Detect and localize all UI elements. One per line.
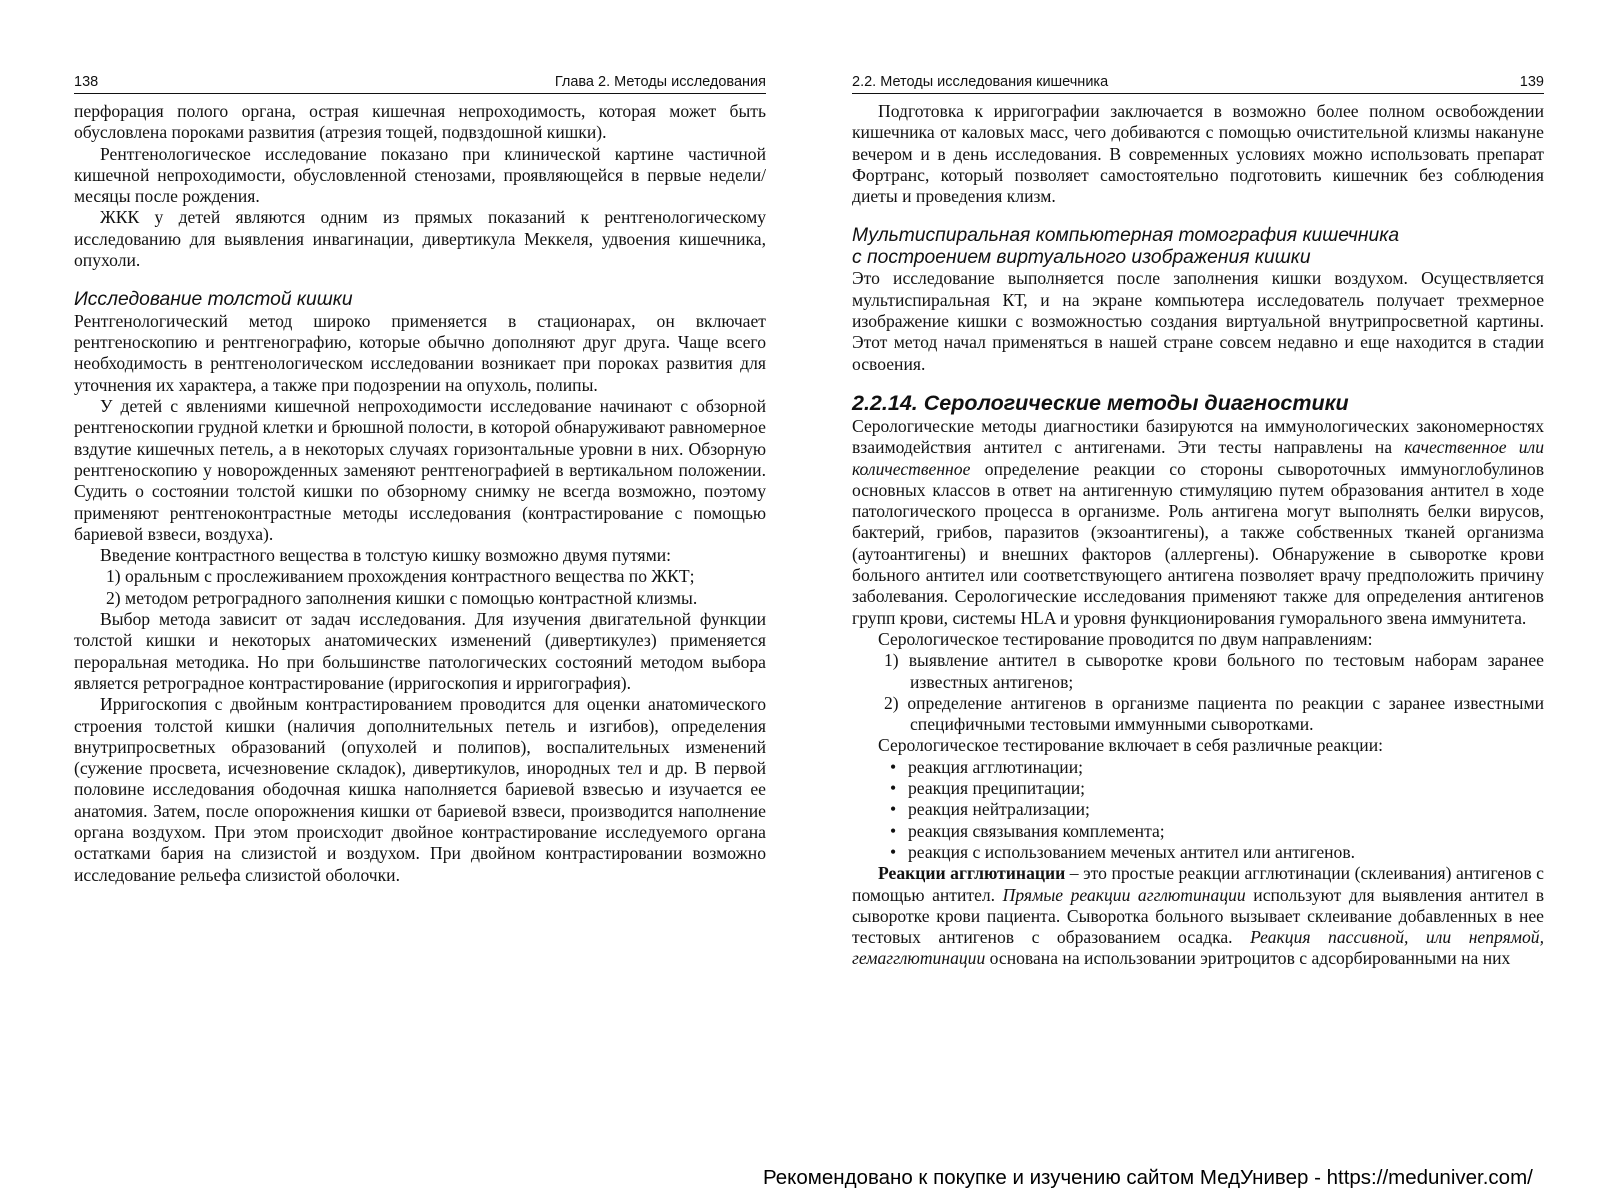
list-item: 1) выявление антител в сыворотке крови больного по тестовым наборам заранее известных антигенов; bbox=[884, 650, 1544, 692]
paragraph bbox=[852, 863, 1544, 969]
bullet-item bbox=[852, 757, 1544, 778]
bullet-icon: • bbox=[890, 799, 897, 820]
bullet-text: реакция преципитации; bbox=[908, 778, 1086, 799]
left-page bbox=[74, 74, 766, 886]
list-item: 2) методом ретроградного заполнения кишки с помощью контрастной клизмы. bbox=[106, 587, 698, 608]
bullet-item bbox=[852, 778, 1544, 799]
section-heading: 2.2.14. Серологические методы диагностики bbox=[852, 390, 1349, 415]
subsection-heading-line: Мультиспиральная компьютерная томография кишечника bbox=[852, 225, 1400, 247]
bullet-text: реакция с использованием меченых антител или антигенов. bbox=[908, 841, 1356, 862]
right-page-header bbox=[852, 74, 1544, 94]
list-item: 1) оральным с прослеживанием прохождения контрастного вещества по ЖКТ; bbox=[106, 566, 695, 587]
bullet-icon: • bbox=[890, 756, 897, 777]
paragraph: ЖКК у детей являются одним из прямых показаний к рентгенологическому исследованию для выявления инвагинации, дивертикула Меккеля, удвоения кишечника, опухоли. bbox=[74, 207, 766, 271]
text-run: определение реакции со стороны сывороточных иммуноглобулинов основных классов в ответ на антигенную стимуляцию путем образования антител в ходе патологического процесса в организме. Роль антигена могут выполнять белки вирусов, бактерий, грибов, паразитов (экзоантигены), а также собственных тканей организма (аутоантигены) и внешних факторов (аллергены). Обнаружение в сыворотке крови больного антител или соответствующего антигена позволяет врачу предположить причину заболевания. Серологические исследования применяют также для определения антигенов групп крови, системы HLA и уровня функционирования гуморального звена иммунитета. bbox=[852, 458, 1544, 628]
bullet-text: реакция нейтрализации; bbox=[908, 799, 1090, 820]
paragraph: Ирригоскопия с двойным контрастированием проводится для оценки анатомического строения толстой кишки (наличия дополнительных петель и изгибов), определения внутрипросветных образований (опухолей и полипов), воспалительных изменений (сужение просвета, исчезновение складок), дивертикулов, инородных тел и др. В первой половине исследования ободочная кишка наполняется бариевой взвесью и изучается ее анатомия. Затем, после опорожнения кишки от бариевой взвеси, производится наполнение органа воздухом. При этом происходит двойное контрастирование исследуемого органа остатками бария на слизистой и воздухом. При двойном контрастировании возможно исследование рельефа слизистой оболочки. bbox=[74, 694, 766, 885]
bold-term: Реакции агглютинации bbox=[878, 863, 1066, 884]
text-run: основана на использовании эритроцитов с адсорбированными на них bbox=[985, 948, 1511, 969]
paragraph: Серологическое тестирование проводится по двум направлениям: bbox=[878, 628, 1373, 649]
text-run: – это простые реакции агглютинации (склеивания) антигенов с помощью антител. bbox=[852, 863, 1544, 905]
bullet-item bbox=[852, 821, 1544, 842]
text-run: Серологические методы диагностики базируются на иммунологических закономерностях взаимодействия антител с антигенами. Эти тесты направлены на bbox=[852, 415, 1544, 458]
bullet-text: реакция агглютинации; bbox=[908, 756, 1084, 777]
list-item: 2) определение антигенов в организме пациента по реакции с заранее известными специфичными тестовыми иммунными сыворотками. bbox=[884, 692, 1544, 735]
right-page bbox=[852, 74, 1544, 970]
bullet-item bbox=[852, 842, 1544, 863]
bullet-item bbox=[852, 799, 1544, 820]
paragraph: Выбор метода зависит от задач исследования. Для изучения двигательной функции толстой кишки и некоторых анатомических изменений (дивертикулез) применяется пероральная методика. Но при большинстве патологических состояний методом выбора является ретроградное контрастирование (ирригоскопия и ирригография). bbox=[74, 609, 766, 693]
paragraph: Введение контрастного вещества в толстую кишку возможно двумя путями: bbox=[100, 545, 672, 566]
paragraph: Серологическое тестирование включает в себя различные реакции: bbox=[878, 735, 1384, 756]
emphasis-text: Прямые реакции агглютинации bbox=[1002, 884, 1246, 905]
running-head: 2.2. Методы исследования кишечника bbox=[852, 74, 1109, 90]
emphasis-text: Реакция пассивной, или непрямой, гемагглютинации bbox=[852, 927, 1544, 969]
bullet-icon: • bbox=[890, 841, 897, 862]
page-number: 139 bbox=[1519, 74, 1544, 90]
paragraph: Рентгенологический метод широко применяется в стационарах, он включает рентгеноскопию и рентгенографию, которые обычно дополняют друг друга. Чаще всего необходимость в рентгенологическом исследовании возникает при пороках развития для уточнения их характера, а также при подозрении на опухоль, полипы. bbox=[74, 310, 766, 395]
subsection-heading-line: с построением виртуального изображения кишки bbox=[852, 246, 1311, 268]
paragraph bbox=[852, 416, 1544, 629]
bullet-icon: • bbox=[890, 778, 897, 799]
paragraph: перфорация полого органа, острая кишечная непроходимость, которая может быть обусловлена пороками развития (атрезия тощей, подвздошной кишки). bbox=[74, 101, 766, 143]
page-number: 138 bbox=[74, 74, 99, 90]
subsection-heading: Исследование толстой кишки bbox=[74, 289, 353, 311]
bullet-text: реакция связывания комплемента; bbox=[908, 820, 1165, 841]
left-page-header bbox=[74, 74, 766, 94]
running-head: Глава 2. Методы исследования bbox=[554, 74, 766, 90]
subsection-heading bbox=[852, 225, 1544, 268]
bullet-icon: • bbox=[890, 820, 897, 841]
text-run: используют для выявления антител в сыворотке крови пациента. Сыворотка больного вызывает склеивание добавленных в нее тестовых антигенов с образованием осадка. bbox=[852, 884, 1545, 948]
paragraph: Рентгенологическое исследование показано при клинической картине частичной кишечной непроходимости, обусловленной стенозами, проявляющейся в первые недели/месяцы после рождения. bbox=[74, 143, 766, 207]
paragraph: Это исследование выполняется после заполнения кишки воздухом. Осуществляется мультиспиральная КТ, и на экране компьютера исследователь получает трехмерное изображение кишки с возможностью создания виртуальной внутрипросветной картины. Этот метод начал применяться в нашей стране совсем недавно и еще находится в стадии освоения. bbox=[852, 268, 1544, 374]
footer-credit: Рекомендовано к покупке и изучению сайтом МедУнивер - https://meduniver.com/ bbox=[763, 1166, 1533, 1189]
paragraph: У детей с явлениями кишечной непроходимости исследование начинают с обзорной рентгеноскопии грудной клетки и брюшной полости, в которой обнаруживают равномерное вздутие кишечных петель, а в некоторых случаях горизонтальные уровни в них. Обзорную рентгеноскопию у новорожденных заменяют рентгенографией в вертикальном положении. Судить о состоянии толстой кишки по обзорному снимку не всегда возможно, поэтому применяют рентгеноконтрастные методы исследования (контрастирование с помощью бариевой взвеси, воздуха). bbox=[74, 396, 766, 544]
emphasis-text: качественное или количественное bbox=[852, 437, 1544, 479]
paragraph: Подготовка к ирригографии заключается в возможно более полном освобождении кишечника от каловых масс, чего добиваются с помощью очистительной клизмы накануне вечером и в день исследования. В современных условиях можно использовать препарат Фортранс, который позволяет самостоятельно подготовить кишечник без соблюдения диеты и проведения клизм. bbox=[852, 101, 1544, 207]
